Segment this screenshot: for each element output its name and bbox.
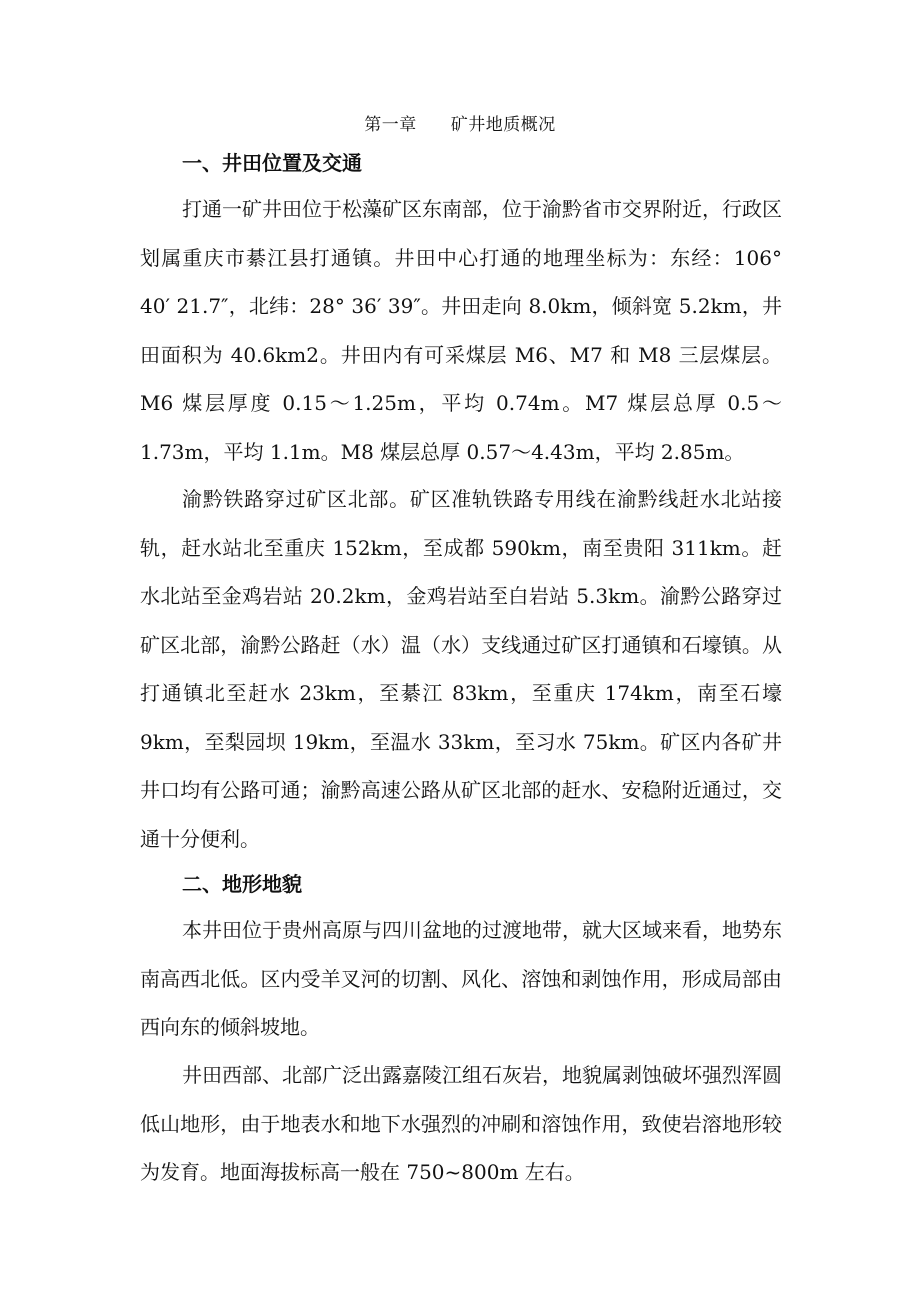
chapter-title [0, 114, 920, 136]
section-heading-location-transport: 一、井田位置及交通 [182, 151, 362, 175]
paragraph-location: 打通一矿井田位于松藻矿区东南部，位于渝黔省市交界附近，行政区划属重庆市綦江县打通镇。井田中心打通的地理坐标为：东经：106° 40′ 21.7″，北纬：28° 36′ 39″。井田走向 8.0km，倾斜宽 5.2km，井田面积为 40.6km2。井田内有可采煤层 M6、M7 和 M8 三层煤层。M6 煤层厚度 0.15～1.25m，平均 0.74m。M7 煤层总厚 0.5～1.73m，平均 1.1m。M8 煤层总厚 0.57～4.43m，平均 2.85m。 [140, 197, 782, 464]
paragraph-topography-overview: 本井田位于贵州高原与四川盆地的过渡地带，就大区域来看，地势东南高西北低。区内受羊叉河的切割、风化、溶蚀和剥蚀作用，形成局部由西向东的倾斜坡地。 [140, 918, 782, 1039]
chapter-number: 第一章 [364, 115, 417, 135]
paragraph-karst-landform: 井田西部、北部广泛出露嘉陵江组石灰岩，地貌属剥蚀破坏强烈浑圆低山地形，由于地表水和地下水强烈的冲刷和溶蚀作用，致使岩溶地形较为发育。地面海拔标高一般在 750~800m 左右。 [140, 1063, 782, 1184]
chapter-name: 矿井地质概况 [450, 115, 556, 135]
paragraph-transport: 渝黔铁路穿过矿区北部。矿区准轨铁路专用线在渝黔线赶水北站接轨，赶水站北至重庆 152km，至成都 590km，南至贵阳 311km。赶水北站至金鸡岩站 20.2km，金鸡岩站至白岩站 5.3km。渝黔公路穿过矿区北部，渝黔公路赶（水）温（水）支线通过矿区打通镇和石壕镇。从打通镇北至赶水 23km，至綦江 83km，至重庆 174km，南至石壕 9km，至梨园坝 19km，至温水 33km，至习水 75km。矿区内各矿井井口均有公路可通；渝黔高速公路从矿区北部的赶水、安稳附近通过，交通十分便利。 [140, 487, 782, 851]
section-heading-topography: 二、地形地貌 [182, 872, 302, 896]
